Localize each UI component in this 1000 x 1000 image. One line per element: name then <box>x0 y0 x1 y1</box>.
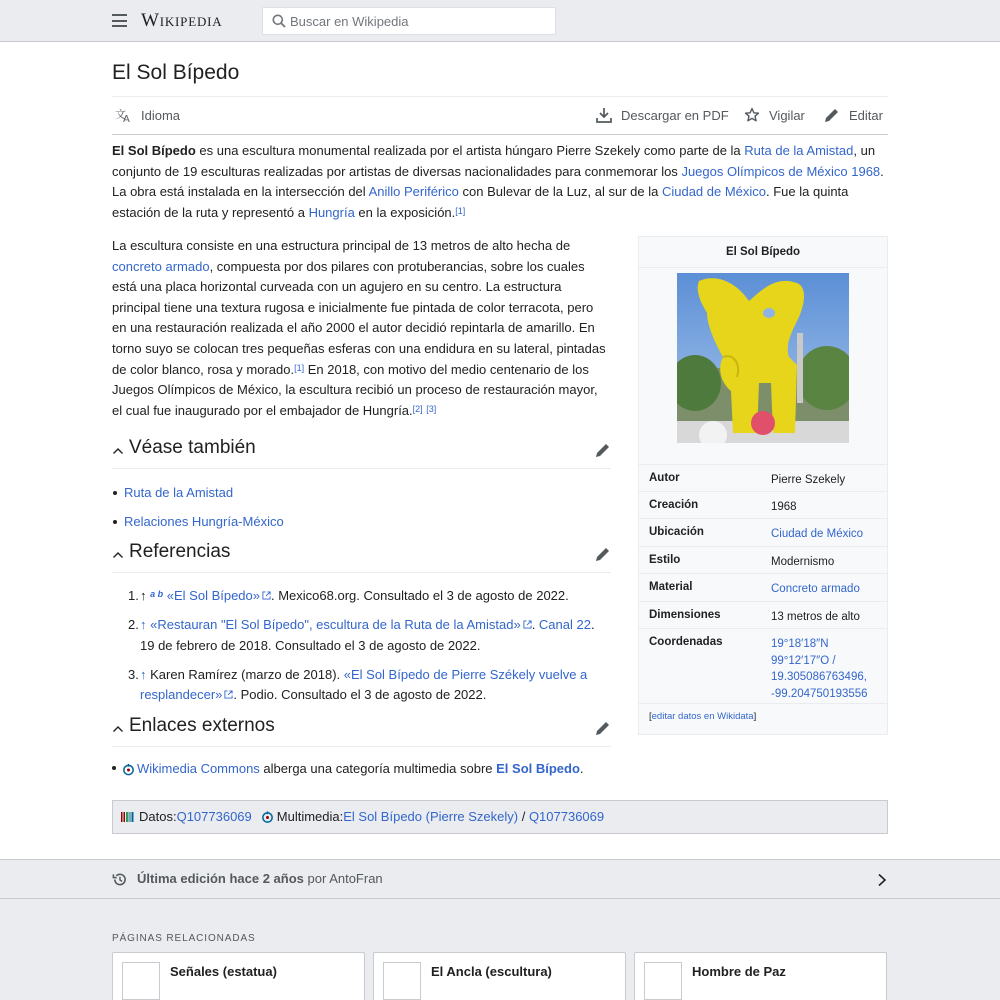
section-external-links <box>112 711 611 747</box>
authority-control-bar <box>112 800 888 834</box>
link-concreto-armado[interactable]: Concreto armado <box>771 583 860 595</box>
commons-category-link[interactable]: El Sol Bípedo (Pierre Szekely) <box>343 809 519 824</box>
watch-label: Vigilar <box>769 107 805 123</box>
link-wikimedia-commons[interactable]: Wikimedia Commons <box>137 761 260 776</box>
reference-text: Karen Ramírez (marzo de 2018). <box>146 666 344 682</box>
infobox-row <box>639 546 887 573</box>
page-title: El Sol Bípedo <box>112 61 240 84</box>
chevron-up-icon[interactable] <box>112 445 124 457</box>
download-pdf-button[interactable] <box>596 107 729 123</box>
commons-text: alberga una categoría multimedia sobre <box>259 761 497 776</box>
wikimedia-commons-icon <box>261 810 274 824</box>
infobox-row <box>639 601 887 628</box>
reference-item <box>112 665 611 706</box>
reference-text: . 19 de febrero de 2018. Consultado el 3 de agosto de 2022. <box>140 617 595 653</box>
infobox-footer <box>649 711 756 722</box>
description-text: En 2018, con motivo del medio centenario de los Juegos Olímpicos de México, la escultura recibió un proceso de restauración mayor, el cual fue inaugurado por el embajador de Hungría. <box>112 361 598 418</box>
coordinates-dms: 99°12′17″O / <box>771 654 836 667</box>
wikidata-icon <box>121 812 134 822</box>
infobox-key: Creación <box>649 499 699 511</box>
see-also-list <box>112 478 284 536</box>
sculpture-image[interactable] <box>677 273 849 443</box>
link-relaciones-hungria-mexico[interactable]: Relaciones Hungría-México <box>124 514 284 529</box>
reference-text: . Podio. Consultado el 3 de agosto de 2022. <box>233 687 487 703</box>
download-icon <box>596 107 612 123</box>
description-text: , compuesta por dos pilares con protuberancias, sobre los cuales está una placa horizontal curveada con un agujero en su centro. La estructura principal tiene una textura rugosa e inicialmente fue pintada de color terracota, pero en una restauración realizada el año 2000 el autor decidió repintarla de amarillo. En torno suyo se colocan tres pequeñas esferas con una endidura en su lateral, pintadas de color blanco, rosa y morado. <box>112 258 606 377</box>
infobox-value: 13 metros de alto <box>771 611 860 623</box>
star-icon <box>744 107 760 123</box>
list-item <box>112 478 284 507</box>
reference-item <box>112 586 611 607</box>
site-header <box>0 0 1000 42</box>
link-ciudad-de-mexico[interactable]: Ciudad de México <box>771 528 864 540</box>
reference-number: 3. <box>128 666 139 682</box>
infobox-row <box>639 464 887 491</box>
reference-link[interactable]: «Restauran "El Sol Bípedo", escultura de la Ruta de la Amistad» <box>150 617 521 633</box>
last-edit-bar[interactable] <box>0 859 1000 899</box>
section-title: Enlaces externos <box>129 715 275 736</box>
section-references <box>112 537 611 573</box>
citation-link[interactable]: [2] <box>412 403 423 414</box>
editor-name[interactable]: AntoFran <box>329 871 383 886</box>
back-arrow[interactable]: ↑ <box>140 617 147 633</box>
infobox-row <box>639 628 887 704</box>
link-canal-22[interactable]: Canal 22 <box>538 617 591 633</box>
infobox-value: Pierre Szekely <box>771 474 846 486</box>
related-card[interactable] <box>112 952 365 1000</box>
coordinates-decimal: -99.204750193556 <box>771 687 868 700</box>
related-card[interactable] <box>373 952 626 1000</box>
citation-link[interactable]: [1] <box>455 205 466 216</box>
link-juegos-olimpicos[interactable]: Juegos Olímpicos de México 1968 <box>681 163 881 179</box>
wikimedia-commons-icon <box>122 763 135 776</box>
section-title: Véase también <box>129 437 256 458</box>
section-see-also <box>112 433 611 469</box>
intro-paragraph <box>112 141 888 223</box>
description-text: La escultura consiste en una estructura principal de 13 metros de alto hecha de <box>112 238 571 253</box>
pencil-icon <box>824 107 840 123</box>
data-label: Datos: <box>139 809 177 824</box>
intro-text: con Bulevar de la Luz, al sur de la <box>458 184 662 200</box>
infobox-row <box>639 573 887 601</box>
related-thumbnail <box>383 962 421 1000</box>
edit-button[interactable] <box>824 107 883 123</box>
list-item <box>112 507 284 536</box>
watch-button[interactable] <box>744 107 805 123</box>
language-button[interactable] <box>115 107 180 123</box>
link-concreto-armado[interactable]: concreto armado <box>112 258 210 274</box>
edit-wikidata-link[interactable]: editar datos en Wikidata <box>651 711 754 722</box>
description-paragraph <box>112 236 611 421</box>
section-title: Referencias <box>129 541 231 562</box>
link-ciudad-de-mexico[interactable]: Ciudad de México <box>661 184 767 200</box>
separator: / <box>518 809 529 824</box>
commons-text: . <box>579 761 584 776</box>
pencil-icon[interactable] <box>595 720 611 736</box>
history-icon <box>112 872 127 887</box>
bullet <box>112 766 116 770</box>
link-commons-category[interactable]: El Sol Bípedo <box>496 761 580 776</box>
by-text: por <box>303 871 330 886</box>
wikipedia-wordmark[interactable]: Wikipedia <box>141 10 223 31</box>
external-link-icon <box>523 620 532 629</box>
last-edit-time: Última edición hace 2 años <box>137 871 304 886</box>
infobox-value: 1968 <box>771 501 797 513</box>
chevron-up-icon[interactable] <box>112 549 124 561</box>
link-ruta-amistad[interactable]: Ruta de la Amistad <box>124 485 234 500</box>
coordinates-link[interactable] <box>771 636 881 702</box>
citation-link[interactable]: [3] <box>426 403 437 414</box>
reference-link[interactable]: «El Sol Bípedo de Pierre Székely vuelve a resplandecer» <box>140 666 588 703</box>
infobox-key: Ubicación <box>649 526 704 538</box>
citation-link[interactable]: [1] <box>294 362 305 373</box>
svg-text:文: 文 <box>115 108 126 121</box>
commons-line <box>112 761 584 776</box>
link-ruta-amistad[interactable]: Ruta de la Amistad <box>744 143 854 158</box>
link-anillo-periferico[interactable]: Anillo Periférico <box>368 184 459 200</box>
search-icon <box>272 14 286 28</box>
subject-name: El Sol Bípedo <box>112 143 196 158</box>
coordinates-dms: 19°18′18″N <box>771 638 829 650</box>
infobox-key: Dimensiones <box>649 609 721 621</box>
intro-text: . Fue la quinta estación de la ruta y representó a <box>112 184 849 220</box>
search-input[interactable] <box>290 8 550 34</box>
pencil-icon[interactable] <box>595 442 611 458</box>
references-list <box>112 586 611 714</box>
download-label: Descargar en PDF <box>621 107 729 123</box>
infobox-key: Estilo <box>649 554 681 566</box>
related-card-title: Hombre de Paz <box>692 964 786 979</box>
language-label: Idioma <box>141 107 181 123</box>
infobox <box>638 236 888 735</box>
reference-text: . Mexico68.org. Consultado el 3 de agosto de 2022. <box>271 588 569 603</box>
intro-text: . La obra está instalada en la intersección del <box>112 163 884 200</box>
bracket: [ <box>649 711 652 722</box>
related-card-title: Señales (estatua) <box>170 964 277 979</box>
reference-number: 1. <box>128 588 139 603</box>
divider <box>639 267 887 268</box>
infobox-title: El Sol Bípedo <box>725 246 801 258</box>
infobox-value: Modernismo <box>771 556 835 568</box>
sculpture-photo <box>677 273 849 443</box>
related-thumbnail <box>644 962 682 1000</box>
infobox-key: Autor <box>649 472 680 484</box>
backref-letters[interactable]: a b <box>150 589 164 599</box>
infobox-row <box>639 518 887 546</box>
svg-text:A: A <box>123 114 130 123</box>
intro-text: , un conjunto de 19 esculturas realizadas por artistas de diversas nacionalidades para conmemorar los <box>112 143 876 179</box>
back-arrow[interactable]: ↑ <box>140 588 147 603</box>
reference-item <box>112 615 611 656</box>
wikidata-id-link[interactable]: Q107736069 <box>176 809 252 824</box>
chevron-up-icon[interactable] <box>112 723 124 735</box>
edit-label: Editar <box>849 107 883 123</box>
last-edit-text <box>137 871 383 886</box>
reference-number: 2. <box>128 617 139 633</box>
related-pages-heading: PÁGINAS RELACIONADAS <box>112 933 256 944</box>
multimedia-label: Multimedia: <box>276 809 344 824</box>
language-icon <box>115 107 132 123</box>
back-arrow[interactable]: ↑ <box>140 666 147 682</box>
infobox-key: Coordenadas <box>649 636 723 648</box>
pencil-icon[interactable] <box>595 546 611 562</box>
main-menu-icon[interactable] <box>112 14 127 27</box>
bracket: ] <box>753 711 757 722</box>
reference-text: . <box>531 617 539 633</box>
related-card-title: El Ancla (escultura) <box>431 964 552 979</box>
reference-link[interactable]: «El Sol Bípedo» <box>166 588 260 603</box>
chevron-right-icon[interactable] <box>876 873 888 887</box>
infobox-key: Material <box>649 581 693 593</box>
page-toolbar <box>112 97 888 135</box>
authority-control-content <box>121 809 604 824</box>
intro-text: es una escultura monumental realizada por el artista húngaro Pierre Szekely como parte de la <box>195 143 745 158</box>
infobox-row <box>639 491 887 518</box>
external-link-icon <box>262 591 271 600</box>
wikidata-id-link[interactable]: Q107736069 <box>528 809 605 824</box>
related-thumbnail <box>122 962 160 1000</box>
coordinates-decimal: 19.305086763496, <box>771 671 867 683</box>
link-hungria[interactable]: Hungría <box>308 204 355 220</box>
related-card[interactable] <box>634 952 887 1000</box>
intro-text: en la exposición. <box>354 204 456 220</box>
search-box[interactable] <box>262 7 556 35</box>
